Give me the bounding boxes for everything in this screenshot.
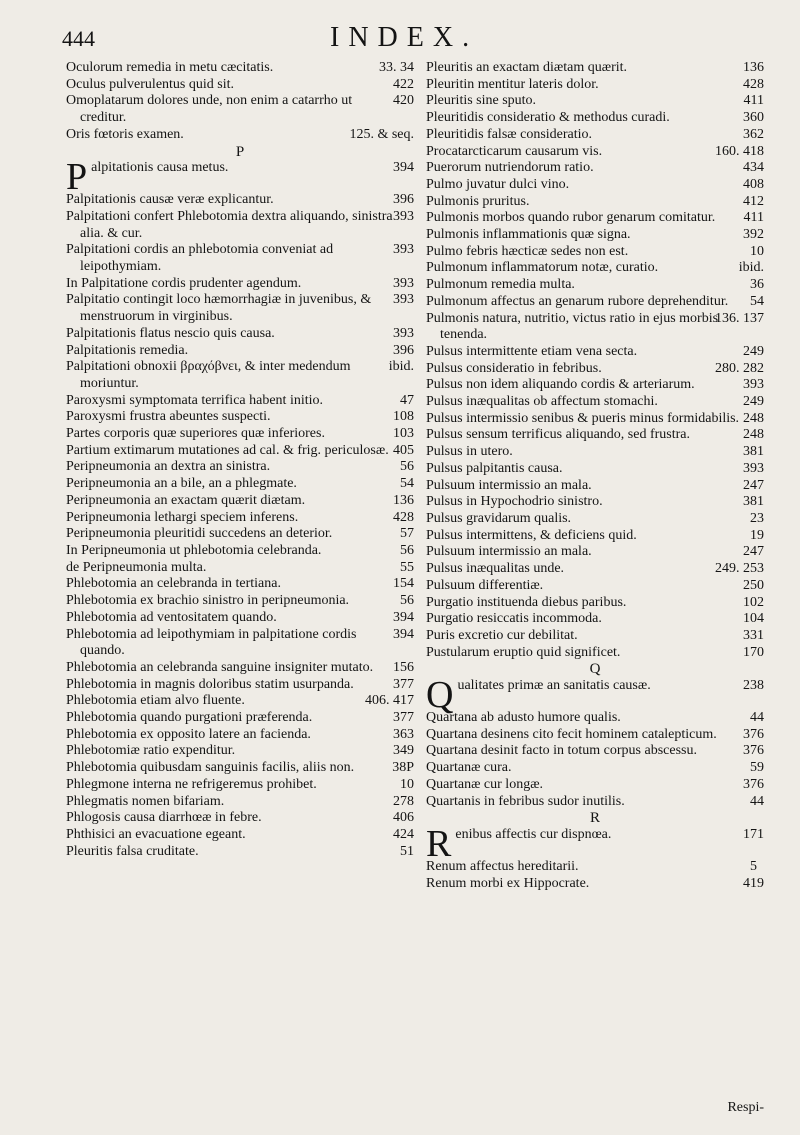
entry-text: Oculorum remedia in metu cæcitatis.: [66, 60, 274, 75]
entry-page-ref: 376: [743, 726, 764, 742]
entry-page-ref: 238: [743, 678, 764, 694]
entry-text: Phlebotomia in magnis doloribus statim usurpanda.: [66, 676, 354, 692]
index-entry: [426, 710, 764, 727]
entry-text: Phlebotomia ex opposito latere an facienda.: [66, 726, 311, 742]
entry-page-ref: 54: [750, 293, 764, 309]
index-entry: [66, 693, 414, 710]
index-entry: [426, 727, 764, 744]
index-entry: [66, 710, 414, 727]
index-entry: [426, 645, 764, 662]
entry-page-ref: 249. 253: [715, 561, 764, 577]
entry-text: Phlebotomia ad leipothymiam in palpitatione cordis quando.: [66, 626, 357, 659]
index-entry: [66, 610, 414, 627]
entry-page-ref: 411: [743, 93, 764, 109]
entry-text: Pulmonis inflammationis quæ signa.: [426, 227, 631, 243]
entry-text: ualitates primæ an sanitatis causæ.: [457, 678, 651, 694]
entry-page-ref: 377: [393, 710, 414, 726]
index-entry: [426, 628, 764, 645]
entry-text: Pulsus consideratio in febribus.: [426, 360, 602, 376]
entry-text: Pulsus intermissio senibus & pueris minus formidabilis.: [426, 410, 740, 426]
entry-text: Phlebotomia quibusdam sanguinis facilis, aliis non.: [66, 760, 355, 776]
entry-text: Palpitationi confert Phlebotomia dextra aliquando, sinistra alia. & cur.: [66, 208, 393, 241]
entry-page-ref: 44: [750, 793, 764, 809]
entry-page-ref: 394: [393, 160, 414, 176]
entry-text: Pulmo febris hæcticæ sedes non est.: [426, 243, 629, 259]
entry-page-ref: 47: [400, 392, 414, 408]
entry-page-ref: 10: [750, 243, 764, 259]
entry-page-ref: 103: [393, 426, 414, 442]
entry-text: Pulsus in utero.: [426, 444, 513, 460]
index-entry: [66, 493, 414, 510]
index-entry: [426, 277, 764, 294]
entry-page-ref: 392: [743, 227, 764, 243]
index-entry: [66, 156, 414, 199]
entry-page-ref: 393: [743, 377, 764, 393]
entry-page-ref: 249: [743, 394, 764, 410]
entry-text: Pulsus intermittente etiam vena secta.: [426, 343, 638, 359]
index-entry: [66, 844, 414, 861]
index-entry: [426, 674, 764, 717]
entry-text: Phlebotomia ad ventositatem quando.: [66, 609, 277, 625]
entry-text: Pulmonis pruritus.: [426, 193, 530, 209]
entry-page-ref: 5: [750, 858, 757, 874]
entry-page-ref: 57: [400, 526, 414, 542]
entry-text: Pleuritis an exactam diætam quærit.: [426, 60, 628, 75]
entry-page-ref: 363: [393, 726, 414, 742]
section-letter: P: [235, 143, 245, 160]
entry-page-ref: 249: [743, 343, 764, 359]
index-entry: [426, 760, 764, 777]
index-entry: [66, 359, 414, 392]
entry-page-ref: ibid.: [388, 359, 414, 375]
entry-page-ref: 56: [400, 459, 414, 475]
index-entry: [426, 578, 764, 595]
entry-text: Phlebotomia an celebranda sanguine insigniter mutato.: [66, 659, 374, 675]
index-entry: [66, 760, 414, 777]
entry-text: Pulmonis morbos quando rubor genarum comitatur.: [426, 210, 716, 226]
entry-page-ref: 10: [400, 776, 414, 792]
entry-text: Puris excretio cur debilitat.: [426, 627, 578, 643]
entry-text: Peripneumonia lethargi speciem inferens.: [66, 509, 299, 525]
entry-text: Oris fœtoris examen.: [66, 126, 184, 142]
index-column-right: [426, 60, 764, 892]
entry-text: Pulsus sensum terrificus aliquando, sed frustra.: [426, 427, 691, 443]
entry-text: Pulmonum remedia multa.: [426, 277, 575, 293]
entry-text: Phlebotomia etiam alvo fluente.: [66, 693, 245, 709]
entry-text: Pulsus inæqualitas unde.: [426, 561, 565, 577]
index-entry: [426, 859, 764, 876]
entry-text: Quartanæ cura.: [426, 760, 512, 776]
index-entry: [66, 77, 414, 94]
entry-text: Pustularum eruptio quid significet.: [426, 644, 621, 660]
index-entry: [66, 443, 414, 460]
entry-text: Pleuritidis consideratio & methodus curadi.: [426, 110, 670, 126]
index-entry: [426, 876, 764, 893]
index-entry: [66, 459, 414, 476]
entry-page-ref: 108: [393, 409, 414, 425]
entry-page-ref: 360: [743, 110, 764, 126]
index-entry: [426, 210, 764, 227]
section-letter: R: [589, 810, 600, 827]
index-entry: [426, 377, 764, 394]
entry-page-ref: 393: [393, 325, 414, 341]
index-entry: [66, 426, 414, 443]
index-entry: [426, 60, 764, 77]
index-entry: [66, 409, 414, 426]
index-entry: [426, 227, 764, 244]
page-number: 444: [62, 26, 95, 51]
index-entry: [66, 593, 414, 610]
entry-text: Paroxysmi symptomata terrifica habent initio.: [66, 392, 323, 408]
entry-text: In Palpitatione cordis prudenter agendum.: [66, 275, 302, 291]
entry-page-ref: 396: [393, 192, 414, 208]
entry-text: Phlogosis causa diarrhœæ in febre.: [66, 810, 262, 826]
entry-page-ref: 349: [393, 743, 414, 759]
entry-page-ref: 136: [743, 60, 764, 75]
index-entry: [426, 394, 764, 411]
entry-text: Procatarcticarum causarum vis.: [426, 143, 603, 159]
index-entry: [426, 794, 764, 811]
index-entry: [426, 777, 764, 794]
section-letter: Q: [589, 661, 601, 678]
entry-page-ref: 54: [400, 476, 414, 492]
entry-page-ref: 278: [393, 793, 414, 809]
entry-text: Phlebotomia an celebranda in tertiana.: [66, 576, 281, 592]
entry-text: Peripneumonia an exactam quærit diætam.: [66, 492, 306, 508]
index-entry: [426, 544, 764, 561]
index-entry: [66, 810, 414, 827]
entry-page-ref: 250: [743, 577, 764, 593]
index-entry: [426, 511, 764, 528]
entry-page-ref: 394: [393, 626, 414, 642]
index-entry: [426, 160, 764, 177]
index-entry: [426, 461, 764, 478]
index-entry: [66, 526, 414, 543]
entry-page-ref: 376: [743, 743, 764, 759]
entry-page-ref: 156: [393, 659, 414, 675]
entry-text: Partium extimarum mutationes ad cal. & frig. periculosæ.: [66, 442, 389, 458]
entry-page-ref: 394: [393, 609, 414, 625]
entry-page-ref: 247: [743, 477, 764, 493]
entry-page-ref: 331: [743, 627, 764, 643]
entry-text: In Peripneumonia ut phlebotomia celebranda.: [66, 542, 322, 558]
entry-page-ref: 38P: [392, 760, 414, 776]
entry-text: Palpitationi cordis an phlebotomia conveniat ad leipothymiam.: [66, 242, 334, 275]
index-entry: [426, 344, 764, 361]
entry-text: Pulsuum differentiæ.: [426, 577, 544, 593]
entry-text: Quartana desinens cito fecit hominem catalepticum.: [426, 726, 717, 742]
entry-text: Pulsuum intermissio an mala.: [426, 544, 592, 560]
index-entry: [426, 110, 764, 127]
entry-text: Quartana desinit facto in totum corpus abscessu.: [426, 743, 697, 759]
entry-text: Pulsus in Hypochodrio sinistro.: [426, 494, 603, 510]
index-entry: [426, 595, 764, 612]
catchword: Respi-: [727, 1100, 764, 1116]
entry-page-ref: 36: [750, 277, 764, 293]
index-entry: [426, 93, 764, 110]
index-entry: [426, 561, 764, 578]
entry-page-ref: 406: [393, 810, 414, 826]
index-entry: [66, 510, 414, 527]
entry-text: Quartana ab adusto humore qualis.: [426, 710, 621, 726]
index-entry: [426, 478, 764, 495]
entry-text: Purgatio instituenda diebus paribus.: [426, 594, 627, 610]
entry-page-ref: 381: [743, 444, 764, 460]
index-entry: [66, 743, 414, 760]
index-entry: [66, 209, 414, 242]
entry-text: Pulsus inæqualitas ob affectum stomachi.: [426, 394, 658, 410]
entry-text: Peripneumonia pleuritidi succedens an deterior.: [66, 526, 333, 542]
entry-page-ref: 377: [393, 676, 414, 692]
entry-text: Pulmonis natura, nutritio, victus ratio in ejus morbis tenenda.: [426, 310, 719, 343]
entry-page-ref: 102: [743, 594, 764, 610]
index-entry: [426, 611, 764, 628]
index-entry: [426, 244, 764, 261]
entry-page-ref: 376: [743, 776, 764, 792]
entry-text: Peripneumonia an dextra an sinistra.: [66, 459, 271, 475]
index-entry: [426, 260, 764, 277]
drop-initial: P: [66, 156, 88, 199]
entry-text: Pulsus gravidarum qualis.: [426, 510, 572, 526]
running-head: INDEX.: [330, 22, 479, 53]
entry-page-ref: 136. 137: [715, 310, 764, 326]
drop-initial: R: [426, 822, 452, 865]
index-entry: [426, 144, 764, 161]
index-entry: [66, 326, 414, 343]
entry-text: Phlegmatis nomen bifariam.: [66, 793, 225, 809]
entry-page-ref: 125. & seq.: [349, 126, 414, 142]
entry-text: Paroxysmi frustra abeuntes suspecti.: [66, 409, 271, 425]
entry-page-ref: 44: [750, 710, 764, 726]
entry-page-ref: 248: [743, 427, 764, 443]
entry-page-ref: 393: [393, 208, 414, 224]
entry-page-ref: 381: [743, 494, 764, 510]
entry-page-ref: 419: [743, 875, 764, 891]
entry-text: enibus affectis cur dispnœa.: [455, 826, 612, 842]
entry-text: Oculus pulverulentus quid sit.: [66, 76, 234, 92]
entry-page-ref: 422: [393, 76, 414, 92]
entry-text: de Peripneumonia multa.: [66, 559, 207, 575]
index-entry: [426, 311, 764, 344]
entry-text: Phlebotomia ex brachio sinistro in peripneumonia.: [66, 593, 350, 609]
entry-page-ref: 154: [393, 576, 414, 592]
index-entry: [66, 827, 414, 844]
entry-text: Phthisici an evacuatione egeant.: [66, 826, 246, 842]
index-entry: [66, 677, 414, 694]
index-entry: [426, 822, 764, 865]
index-entry: [66, 627, 414, 660]
index-entry: [426, 177, 764, 194]
index-entry: [66, 343, 414, 360]
entry-text: Peripneumonia an a bile, an a phlegmate.: [66, 476, 297, 492]
index-entry: [426, 444, 764, 461]
entry-page-ref: ibid.: [738, 260, 764, 276]
entry-text: Pleuritis sine sputo.: [426, 93, 537, 109]
entry-text: Phlegmone interna ne refrigeremus prohibet.: [66, 776, 317, 792]
entry-text: Pulsus non idem aliquando cordis & arteriarum.: [426, 377, 695, 393]
index-entry: [66, 127, 414, 144]
index-entry: [66, 476, 414, 493]
entry-page-ref: 393: [743, 460, 764, 476]
entry-page-ref: 104: [743, 611, 764, 627]
entry-text: Palpitationis causæ veræ explicantur.: [66, 192, 274, 208]
index-entry: [426, 427, 764, 444]
entry-page-ref: 170: [743, 644, 764, 660]
entry-text: Palpitationis remedia.: [66, 342, 189, 358]
entry-text: Phlebotomiæ ratio expenditur.: [66, 743, 236, 759]
entry-page-ref: 59: [750, 760, 764, 776]
index-entry: [66, 292, 414, 325]
entry-page-ref: 428: [393, 509, 414, 525]
entry-text: Quartanæ cur longæ.: [426, 776, 544, 792]
entry-page-ref: 247: [743, 544, 764, 560]
entry-text: Pulsus intermittens, & deficiens quid.: [426, 527, 637, 543]
entry-text: Renum affectus hereditarii.: [426, 858, 579, 874]
entry-page-ref: 51: [400, 843, 414, 859]
index-entry: [66, 93, 414, 126]
entry-page-ref: 248: [743, 410, 764, 426]
entry-text: Pulmonum affectus an genarum rubore deprehenditur.: [426, 293, 729, 309]
entry-text: Palpitatio contingit loco hæmorrhagiæ in juvenibus, & menstruorum in virginibus.: [66, 292, 372, 325]
index-entry: [66, 560, 414, 577]
entry-text: Puerorum nutriendorum ratio.: [426, 160, 594, 176]
index-entry: [66, 393, 414, 410]
index-entry: [66, 660, 414, 677]
entry-page-ref: 393: [393, 275, 414, 291]
entry-page-ref: 393: [393, 242, 414, 258]
index-entry: [66, 794, 414, 811]
entry-page-ref: 56: [400, 542, 414, 558]
entry-page-ref: 411: [743, 210, 764, 226]
entry-page-ref: 56: [400, 593, 414, 609]
entry-text: alpitationis causa metus.: [91, 160, 229, 176]
entry-text: Pulsuum intermissio an mala.: [426, 477, 592, 493]
entry-text: Omoplatarum dolores unde, non enim a catarrho ut creditur.: [66, 93, 353, 126]
index-entry: [66, 777, 414, 794]
entry-text: Purgatio resiccatis incommoda.: [426, 611, 602, 627]
entry-text: Pleuritidis falsæ consideratio.: [426, 126, 593, 142]
entry-page-ref: 405: [393, 442, 414, 458]
entry-page-ref: 408: [743, 176, 764, 192]
entry-page-ref: 428: [743, 76, 764, 92]
drop-initial: Q: [426, 674, 454, 717]
index-entry: [426, 194, 764, 211]
entry-page-ref: 434: [743, 160, 764, 176]
index-entry: [426, 77, 764, 94]
index-entry: [66, 242, 414, 275]
entry-text: Renum morbi ex Hippocrate.: [426, 875, 590, 891]
index-entry: [66, 576, 414, 593]
index-entry: [66, 60, 414, 77]
index-entry: [426, 127, 764, 144]
entry-page-ref: 23: [750, 510, 764, 526]
entry-page-ref: 393: [393, 292, 414, 308]
entry-page-ref: 280. 282: [715, 360, 764, 376]
index-entry: [426, 494, 764, 511]
index-entry: [426, 361, 764, 378]
index-entry: [426, 411, 764, 428]
entry-text: Pulmonum inflammatorum notæ, curatio.: [426, 260, 659, 276]
entry-page-ref: 160. 418: [715, 143, 764, 159]
entry-page-ref: 33. 34: [379, 60, 414, 75]
entry-page-ref: 424: [393, 826, 414, 842]
index-entry: [66, 727, 414, 744]
entry-text: Pulmo juvatur dulci vino.: [426, 176, 570, 192]
entry-page-ref: 171: [743, 826, 764, 842]
entry-text: Palpitationi obnoxii βραχόβνει, & inter medendum moriuntur.: [66, 359, 351, 391]
index-column-left: [66, 60, 414, 860]
index-entry: [66, 276, 414, 293]
entry-page-ref: 19: [750, 527, 764, 543]
catchword-wrap: [426, 1098, 764, 1117]
entry-text: Palpitationis flatus nescio quis causa.: [66, 325, 275, 341]
entry-text: Quartanis in febribus sudor inutilis.: [426, 793, 625, 809]
index-entry: [66, 192, 414, 209]
entry-page-ref: 406. 417: [365, 693, 414, 709]
entry-page-ref: 412: [743, 193, 764, 209]
entry-text: Partes corporis quæ superiores quæ inferiores.: [66, 426, 325, 442]
entry-text: Pulsus palpitantis causa.: [426, 460, 563, 476]
index-entry: [66, 543, 414, 560]
index-entry: [426, 294, 764, 311]
entry-page-ref: 136: [393, 492, 414, 508]
entry-text: Pleuritin mentitur lateris dolor.: [426, 76, 599, 92]
entry-page-ref: 362: [743, 126, 764, 142]
entry-text: Phlebotomia quando purgationi præferenda.: [66, 710, 313, 726]
entry-page-ref: 396: [393, 342, 414, 358]
index-entry: [426, 528, 764, 545]
entry-page-ref: 55: [400, 559, 414, 575]
entry-text: Pleuritis falsa cruditate.: [66, 843, 199, 859]
index-entry: [426, 743, 764, 760]
entry-page-ref: 420: [393, 93, 414, 109]
